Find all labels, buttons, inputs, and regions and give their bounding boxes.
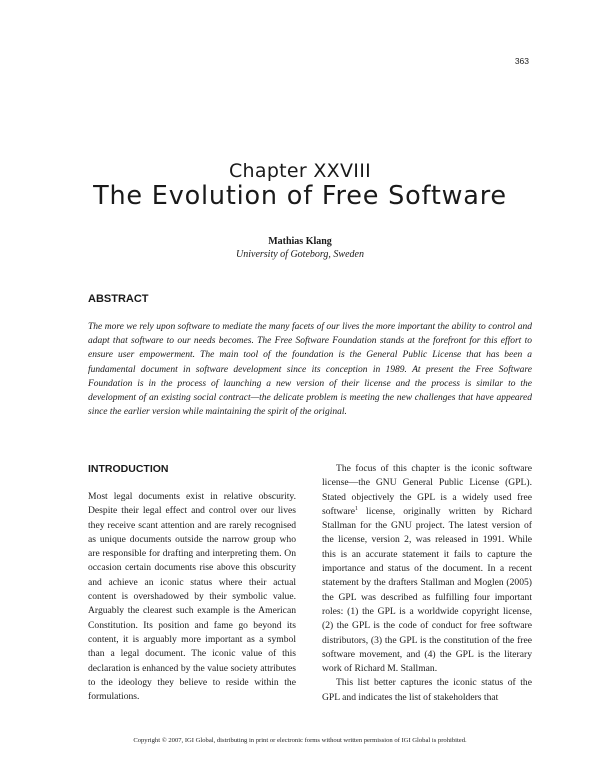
abstract-body: The more we rely upon software to mediate the many facets of our lives the more important the ability to control and adapt that software to our needs becomes. The Free Software Foundation stands at the forefront for this effort to ensure user empowerment. The main tool of the foundation is the General Public License that has been a fundamental document in software development since its conception in 1989. At present the Free Software Foundation is in the process of launching a new version of their license and the process is similar to the development of an existing social contract—the delicate problem is meeting the new challenges that have appeared since the earlier version while maintaining the spirit of the original. bbox=[88, 322, 532, 418]
intro-paragraph-right-1 bbox=[322, 462, 532, 676]
abstract-heading: ABSTRACT bbox=[88, 293, 149, 305]
footnote-marker[interactable]: 1 bbox=[355, 505, 359, 512]
introduction-heading: INTRODUCTION bbox=[88, 463, 169, 475]
intro-paragraph-right-1b: license, originally written by Richard Stallman for the GNU project. The latest version of the license, version 2, was released in 1991. While this is an accurate statement it fails to capture the importance and status of the document. In a recent statement by the drafters Stallman and Moglen (2005) the GPL was described as fulfilling four important roles: (1) the GPL is a worldwide copyright license, (2) the GPL is the code of conduct for free software distributors, (3) the GPL is the constitution of the free software movement, and (4) the GPL is the literary work of Richard M. Stallman. bbox=[322, 505, 532, 675]
left-column bbox=[88, 490, 296, 704]
intro-paragraph-right-1a: The focus of this chapter is the iconic software license—the GNU General Public License (GPL). Stated objectively the GPL is a widely used free software bbox=[322, 463, 532, 517]
author-name: Mathias Klang bbox=[268, 236, 332, 247]
right-column bbox=[322, 462, 532, 705]
author-affiliation: University of Goteborg, Sweden bbox=[236, 249, 364, 260]
copyright-footer: Copyright © 2007, IGI Global, distributing in print or electronic forms without written permission of IGI Global is prohibited. bbox=[133, 737, 467, 744]
chapter-label: Chapter XXVIII bbox=[228, 160, 372, 182]
intro-paragraph-right-2: This list better captures the iconic status of the GPL and indicates the list of stakeholders that bbox=[322, 677, 532, 703]
intro-paragraph-left: Most legal documents exist in relative obscurity. Despite their legal effect and control over our lives they receive scant attention and are rarely recognised as unique documents outside the narrow group who are responsible for drafting and interpreting them. On occasion certain documents rise above this obscurity and achieve an iconic status where their actual content is overshadowed by their symbolic value. Arguably the clearest such example is the American Constitution. Its position and fame go beyond its content, it is arguably more important as a symbol than a legal document. The iconic value of this declaration is enhanced by the value society attributes to the ideology they believe to reside within the formulations. bbox=[88, 491, 296, 703]
page-number: 363 bbox=[514, 56, 529, 66]
chapter-title: The Evolution of Free Software bbox=[93, 181, 507, 211]
